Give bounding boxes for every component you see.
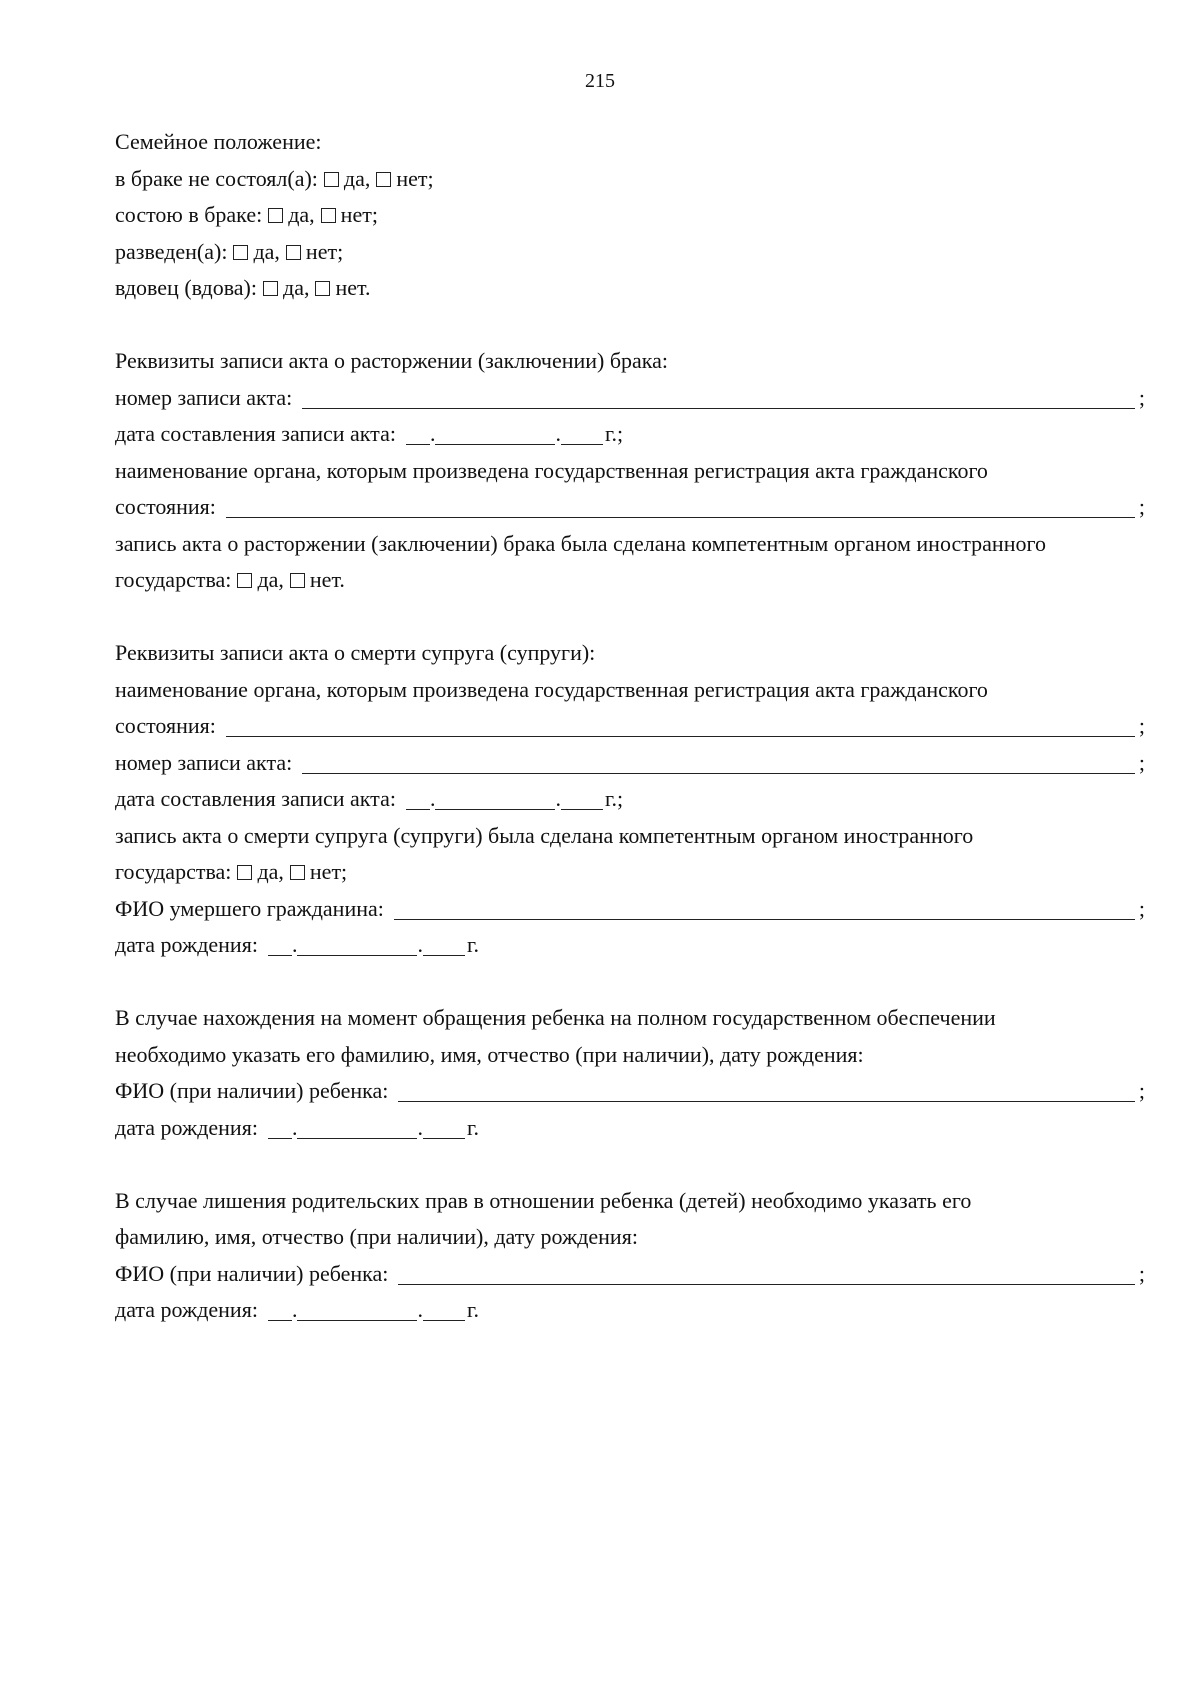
deprivation-label-2: фамилию, имя, отчество (при наличии), дату рождения: bbox=[115, 1224, 638, 1249]
marital-item-divorced: разведен(а): да, нет; bbox=[115, 238, 344, 264]
divorce-foreign-label: запись акта о расторжении (заключении) брака была сделана компетентным органом иностранного bbox=[115, 530, 1046, 556]
checkbox-widowed-no[interactable] bbox=[315, 281, 330, 296]
divorce-heading: Реквизиты записи акта о расторжении (заключении) брака: bbox=[115, 348, 669, 373]
checkbox-death-foreign-yes[interactable] bbox=[237, 865, 252, 880]
checkbox-divorce-foreign-no[interactable] bbox=[290, 573, 305, 588]
death-organ-field[interactable] bbox=[226, 736, 1135, 737]
deprivation-birth-month-field[interactable] bbox=[297, 1320, 417, 1321]
deceased-birth-year-field[interactable] bbox=[423, 955, 465, 956]
checkbox-divorce-foreign-yes[interactable] bbox=[237, 573, 252, 588]
death-record-number-field[interactable] bbox=[302, 773, 1135, 774]
divorce-record-date-row: дата составления записи акта: . . г.; bbox=[115, 421, 624, 446]
death-record-number-row: номер записи акта: ; bbox=[115, 749, 1145, 775]
state-care-birth-month-field[interactable] bbox=[297, 1138, 417, 1139]
state-care-child-name-field[interactable] bbox=[398, 1101, 1134, 1102]
deprivation-birth-year-field[interactable] bbox=[423, 1320, 465, 1321]
divorce-organ-row: состояния: ; bbox=[115, 494, 1145, 519]
divorce-date-year-field[interactable] bbox=[561, 444, 603, 445]
checkbox-widowed-yes[interactable] bbox=[263, 281, 278, 296]
divorce-foreign-row: государства: да, нет. bbox=[115, 567, 345, 592]
marital-heading: Семейное положение: bbox=[115, 129, 322, 154]
deceased-birth-date-row: дата рождения: . . г. bbox=[115, 932, 479, 957]
deceased-birth-day-field[interactable] bbox=[268, 955, 292, 956]
deprivation-birth-date-row: дата рождения: . . г. bbox=[115, 1297, 479, 1322]
checkbox-married-no[interactable] bbox=[321, 208, 336, 223]
death-date-year-field[interactable] bbox=[561, 809, 603, 810]
marital-item-never-married: в браке не состоял(а): да, нет; bbox=[115, 165, 434, 191]
divorce-organ-field[interactable] bbox=[226, 517, 1135, 518]
death-foreign-row: государства: да, нет; bbox=[115, 859, 348, 884]
deceased-birth-month-field[interactable] bbox=[297, 955, 417, 956]
death-foreign-label: запись акта о смерти супруга (супруги) была сделана компетентным органом иностранного bbox=[115, 822, 974, 848]
divorce-record-number-field[interactable] bbox=[302, 408, 1135, 409]
checkbox-divorced-yes[interactable] bbox=[233, 245, 248, 260]
checkbox-never-married-no[interactable] bbox=[376, 172, 391, 187]
deceased-name-row: ФИО умершего гражданина: ; bbox=[115, 895, 1145, 921]
death-organ-label: наименование органа, которым произведена государственная регистрация акта гражданского bbox=[115, 676, 988, 702]
marital-item-widowed: вдовец (вдова): да, нет. bbox=[115, 275, 371, 300]
deceased-name-field[interactable] bbox=[394, 919, 1135, 920]
death-organ-row: состояния: ; bbox=[115, 713, 1145, 738]
state-care-label-1: В случае нахождения на момент обращения ребенка на полном государственном обеспечении bbox=[115, 1005, 996, 1030]
checkbox-divorced-no[interactable] bbox=[286, 245, 301, 260]
divorce-organ-label: наименование органа, которым произведена государственная регистрация акта гражданского bbox=[115, 457, 988, 483]
state-care-child-name-row: ФИО (при наличии) ребенка: ; bbox=[115, 1078, 1145, 1103]
divorce-record-number-row: номер записи акта: ; bbox=[115, 384, 1145, 410]
death-date-month-field[interactable] bbox=[435, 809, 555, 810]
death-record-date-row: дата составления записи акта: . . г.; bbox=[115, 786, 624, 811]
checkbox-married-yes[interactable] bbox=[268, 208, 283, 223]
state-care-birth-day-field[interactable] bbox=[268, 1138, 292, 1139]
state-care-birth-year-field[interactable] bbox=[423, 1138, 465, 1139]
state-care-label-2: необходимо указать его фамилию, имя, отчество (при наличии), дату рождения: bbox=[115, 1041, 864, 1067]
marital-item-married: состою в браке: да, нет; bbox=[115, 202, 378, 227]
divorce-date-month-field[interactable] bbox=[435, 444, 555, 445]
form-content bbox=[115, 124, 1145, 1329]
divorce-date-day-field[interactable] bbox=[406, 444, 430, 445]
death-heading: Реквизиты записи акта о смерти супруга (супруги): bbox=[115, 640, 596, 665]
deprivation-label-1: В случае лишения родительских прав в отношении ребенка (детей) необходимо указать его bbox=[115, 1187, 972, 1213]
page-number: 215 bbox=[585, 70, 615, 92]
death-date-day-field[interactable] bbox=[406, 809, 430, 810]
state-care-birth-date-row: дата рождения: . . г. bbox=[115, 1114, 479, 1140]
checkbox-never-married-yes[interactable] bbox=[324, 172, 339, 187]
deprivation-child-name-row: ФИО (при наличии) ребенка: ; bbox=[115, 1260, 1145, 1286]
checkbox-death-foreign-no[interactable] bbox=[290, 865, 305, 880]
deprivation-child-name-field[interactable] bbox=[398, 1284, 1134, 1285]
deprivation-birth-day-field[interactable] bbox=[268, 1320, 292, 1321]
